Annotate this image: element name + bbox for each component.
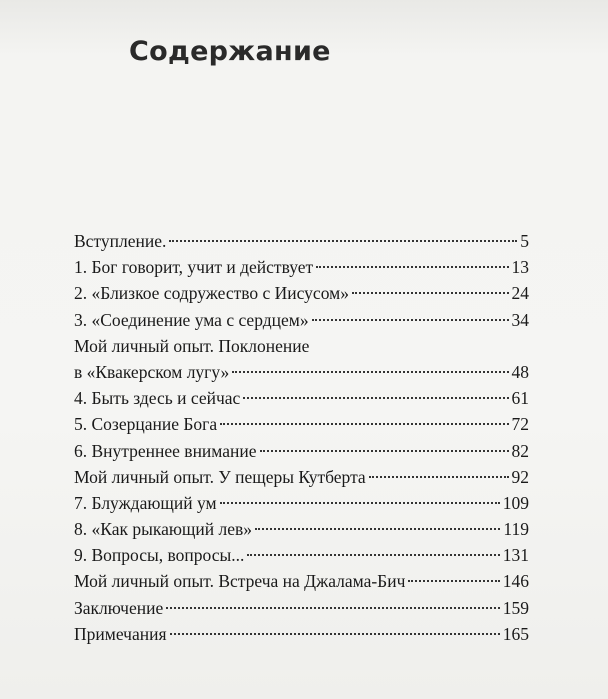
toc-entry-page: 82 [511,440,529,461]
toc-entry-page: 34 [511,309,529,330]
toc-entry [74,516,529,542]
toc-entry [74,542,529,568]
toc-entry-label: 8. «Как рыкающий лев» [74,519,253,540]
toc-entry [74,385,529,411]
dot-leader [260,450,509,452]
toc-entry-label: Мой личный опыт. У пещеры Кутберта [74,466,366,487]
dot-leader [169,240,517,242]
toc-entry-page: 131 [502,545,529,566]
toc-entry-page: 92 [511,466,529,487]
dot-leader [166,607,500,609]
toc-entry [74,307,529,333]
dot-leader [316,266,508,268]
toc-entry [74,595,529,621]
page-title: Содержание [129,36,331,67]
toc-entry [74,254,529,280]
toc-entry-page: 165 [502,623,529,644]
toc-entry-page: 13 [511,257,529,278]
toc-entry-label-line2: в «Квакерском лугу» [74,361,230,382]
toc-entry-page: 109 [502,492,529,513]
toc-entry-page: 5 [520,231,529,251]
toc-entry-label: Заключение [74,597,164,618]
toc-entry-label: 1. Бог говорит, учит и действует [74,257,314,278]
dot-leader [232,371,508,373]
dot-leader [255,528,500,530]
dot-leader [247,554,499,556]
toc-entry [74,333,529,385]
dot-leader [312,319,509,321]
dot-leader [170,633,500,635]
toc-entry-label: 7. Блуждающий ум [74,492,217,513]
toc-entry [74,411,529,437]
toc-entry-page: 24 [511,283,529,304]
toc-entry [74,464,529,490]
toc-entry [74,568,529,594]
dot-leader [220,502,500,504]
toc-entry [74,490,529,516]
dot-leader [408,580,499,582]
toc-entry-label: 4. Быть здесь и сейчас [74,388,241,409]
toc-entry [74,438,529,464]
toc-entry-label: 2. «Близкое содружество с Иисусом» [74,283,349,304]
toc-entry-line2 [74,359,529,385]
toc-entry [74,280,529,306]
toc-entry [74,621,529,647]
toc-entry-page: 159 [502,597,529,618]
toc-entry-label: Примечания [74,623,167,644]
toc-entry-label: 9. Вопросы, вопросы... [74,545,245,566]
toc-entry-label: 3. «Соединение ума с сердцем» [74,309,309,330]
toc-entry-label: 5. Созерцание Бога [74,414,218,435]
toc-entry-label: Вступление. [74,231,167,251]
toc-entry-label-line1: Мой личный опыт. Поклонение [74,335,310,356]
toc-entry-label: Мой личный опыт. Встреча на Джалама-Бич [74,571,406,592]
table-of-contents [74,228,529,647]
toc-entry-page: 48 [511,361,529,382]
toc-entry-page: 146 [502,571,529,592]
toc-entry [74,228,529,254]
toc-entry-page: 119 [503,519,529,540]
toc-entry-page: 61 [511,388,529,409]
toc-entry-label: 6. Внутреннее внимание [74,440,257,461]
dot-leader [369,476,509,478]
dot-leader [352,292,509,294]
dot-leader [220,423,508,425]
toc-entry-page: 72 [511,414,529,435]
dot-leader [243,397,508,399]
